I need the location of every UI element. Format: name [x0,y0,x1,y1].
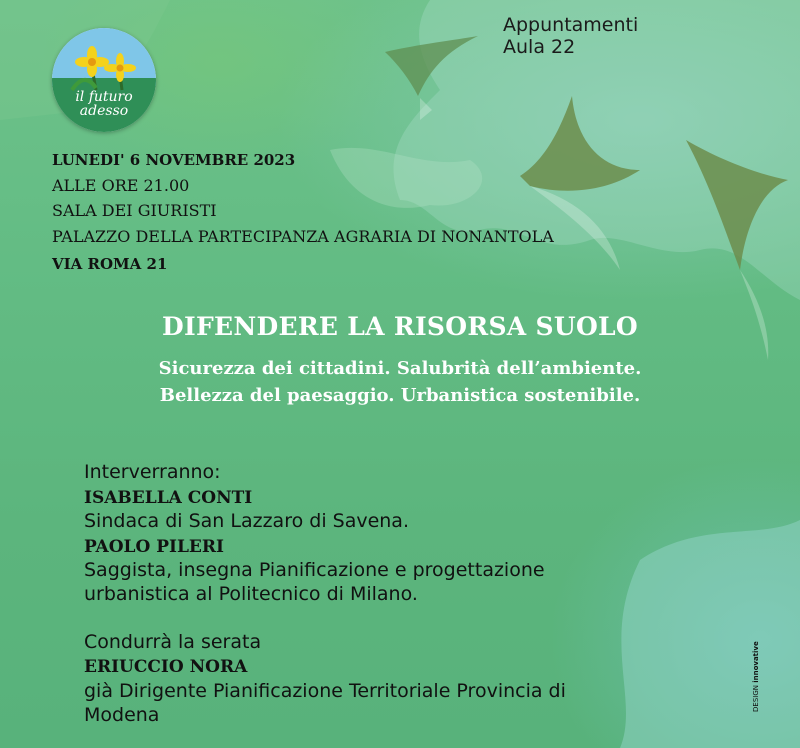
event-date: LUNEDI' 6 NOVEMBRE 2023 [52,151,296,169]
speaker-2-role-line-1: Saggista, insegna Pianificazione e progettazione [84,559,545,581]
logo-badge [52,28,156,132]
subtitle-line-1: Sicurezza dei cittadini. Salubrità dell’ambiente. [158,358,642,379]
event-venue: PALAZZO DELLA PARTECIPANZA AGRARIA DI NONANTOLA [52,227,554,246]
credit-prefix: DESIGN [752,685,760,712]
moderator-intro: Condurrà la serata [84,631,262,653]
credit-brand: innovative [752,641,760,683]
moderator-role-line-2: Modena [84,704,160,726]
series-label: Appuntamenti Aula 22 [503,14,639,58]
event-address: VIA ROMA 21 [52,255,168,273]
speaker-1-role: Sindaca di San Lazzaro di Savena. [84,510,409,532]
event-room: SALA DEI GIURISTI [52,201,217,220]
speaker-2-role-line-2: urbanistica al Politecnico di Milano. [84,583,418,605]
moderator-role-line-1: già Dirigente Pianificazione Territoriale Provincia di [84,680,566,702]
logo-line-1: il futuro [75,89,133,105]
speakers-intro: Interverranno: [84,461,221,483]
design-credit [752,641,760,712]
logo-wordmark [52,90,156,118]
moderator-name: ERIUCCIO NORA [84,657,248,677]
logo-line-2: adesso [79,103,129,119]
event-time: ALLE ORE 21.00 [52,176,190,195]
main-title: DIFENDERE LA RISORSA SUOLO [161,312,638,341]
speaker-1-name: ISABELLA CONTI [84,488,253,508]
subtitle-line-2: Bellezza del paesaggio. Urbanistica sostenibile. [159,385,641,406]
speaker-2-name: PAOLO PILERI [84,537,224,557]
